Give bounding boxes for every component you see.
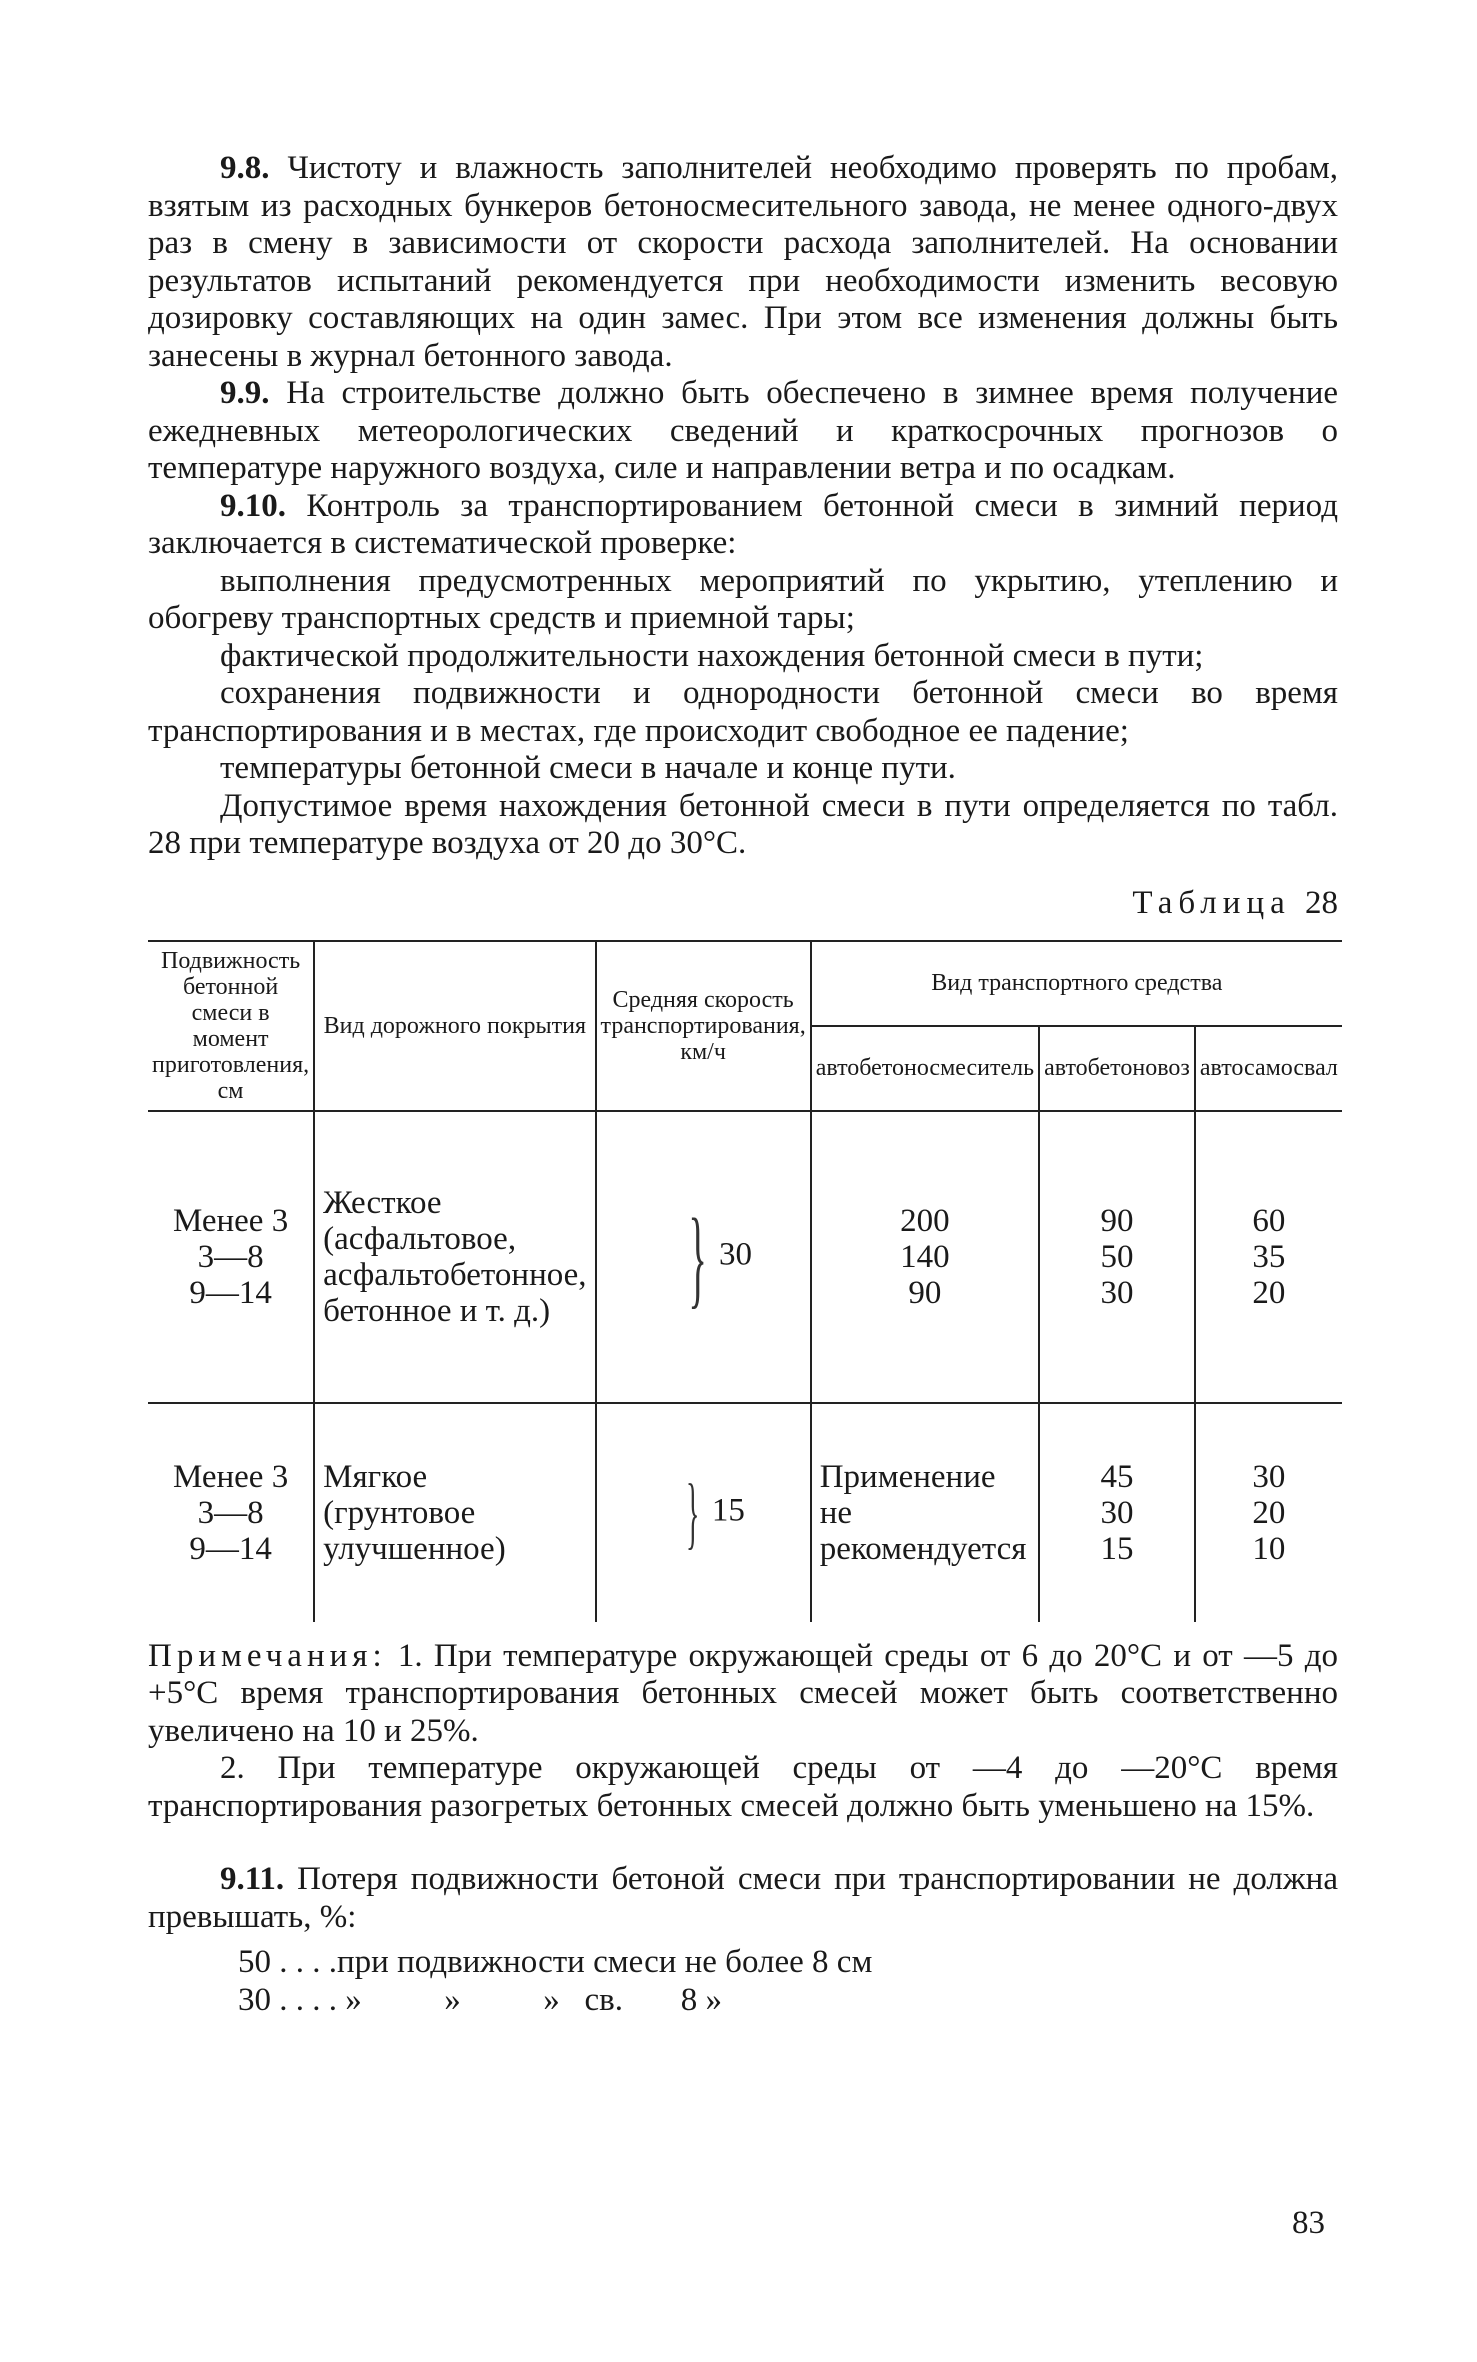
notes-label: Примечания: bbox=[148, 1637, 387, 1674]
truck-value: 50 bbox=[1100, 1238, 1134, 1275]
header-speed: Средняя скорость транспортирования, км/ч bbox=[596, 941, 811, 1111]
header-road: Вид дорожного покрытия bbox=[314, 941, 595, 1111]
dump-value: 35 bbox=[1252, 1238, 1286, 1275]
paragraph-text: Контроль за транспортированием бетонной смеси в зимний период заключается в систематической проверке: bbox=[148, 487, 1338, 561]
table-28 bbox=[148, 940, 1342, 1622]
truck-value: 30 bbox=[1100, 1274, 1134, 1311]
mixer-value: 200 bbox=[900, 1202, 950, 1239]
page-number: 83 bbox=[1292, 2205, 1325, 2241]
dump-value: 30 bbox=[1252, 1458, 1286, 1495]
paragraph-text: На строительстве должно быть обеспечено в зимнее время получение ежедневных метеорологических сведений и краткосрочных прогнозов о температуре наружного воздуха, силе и направлении ветра и по осадкам. bbox=[148, 375, 1338, 486]
header-dump: автосамосвал bbox=[1195, 1026, 1342, 1111]
truck-value: 90 bbox=[1100, 1202, 1134, 1239]
dump-value: 20 bbox=[1252, 1494, 1286, 1531]
table-title bbox=[148, 885, 1338, 922]
table-title-word: Таблица bbox=[1132, 884, 1291, 921]
note-1 bbox=[148, 1638, 1338, 1751]
section-number: 9.11. bbox=[220, 1861, 285, 1897]
header-truck: автобетоновоз bbox=[1039, 1026, 1195, 1111]
mobility-value: Менее 3 bbox=[172, 1458, 289, 1495]
cell-truck bbox=[1039, 1111, 1195, 1403]
dump-value: 10 bbox=[1252, 1530, 1286, 1567]
paragraph-9-9 bbox=[148, 375, 1338, 488]
loss-list bbox=[148, 1944, 1338, 2019]
table-row bbox=[148, 1111, 1342, 1403]
mixer-value: 140 bbox=[900, 1238, 950, 1275]
cell-mobility bbox=[148, 1403, 314, 1622]
cell-speed bbox=[596, 1111, 811, 1403]
speed-value: 30 bbox=[719, 1236, 753, 1273]
header-mobility: Подвижность бетонной смеси в момент приготовления, см bbox=[148, 941, 314, 1111]
cell-road: Жесткое (асфальтовое, асфальтобетонное, бетонное и т. д.) bbox=[314, 1111, 595, 1403]
dump-value: 20 bbox=[1252, 1274, 1286, 1311]
table-notes bbox=[148, 1638, 1338, 1826]
truck-value: 45 bbox=[1100, 1458, 1134, 1495]
cell-dump bbox=[1195, 1111, 1342, 1403]
truck-value: 30 bbox=[1100, 1494, 1134, 1531]
table-title-number: 28 bbox=[1305, 884, 1338, 921]
list-item: фактической продолжительности нахождения бетонной смеси в пути; bbox=[220, 637, 1204, 674]
paragraph-allowed-time: Допустимое время нахождения бетонной смеси в пути определяется по табл. 28 при температуре воздуха от 20 до 30°С. bbox=[148, 787, 1338, 861]
cell-mixer bbox=[811, 1111, 1039, 1403]
mobility-value: 9—14 bbox=[189, 1530, 272, 1567]
paragraph-9-8 bbox=[148, 150, 1338, 375]
cell-dump bbox=[1195, 1403, 1342, 1622]
paragraph-9-10 bbox=[148, 488, 1338, 563]
table-row bbox=[148, 1403, 1342, 1622]
page-body bbox=[148, 150, 1338, 2019]
cell-truck bbox=[1039, 1403, 1195, 1622]
mobility-value: 3—8 bbox=[197, 1238, 264, 1275]
dump-value: 60 bbox=[1252, 1202, 1286, 1239]
mixer-value: 90 bbox=[908, 1274, 942, 1311]
mobility-value: 9—14 bbox=[189, 1274, 272, 1311]
cell-mixer: Применение не рекомендуется bbox=[811, 1403, 1039, 1622]
cell-speed bbox=[596, 1403, 811, 1622]
list-item: сохранения подвижности и однородности бетонной смеси во время транспортирования и в местах, где происходит свободное ее падение; bbox=[148, 675, 1338, 749]
section-number: 9.10. bbox=[220, 487, 286, 524]
list-item: температуры бетонной смеси в начале и конце пути. bbox=[220, 750, 956, 786]
note-text: 1. При температуре окружающей среды от 6 до 20°С и от —5 до +5°С время транспортирования бетонных смесей может быть соответственно увеличено на 10 и 25%. bbox=[148, 1637, 1338, 1749]
list-item: 30 . . . . » » » св. 8 » bbox=[238, 1981, 722, 2018]
header-mixer: автобетоносмеситель bbox=[811, 1026, 1039, 1111]
paragraph-text: Потеря подвижности бетоной смеси при транспортировании не должна превышать, %: bbox=[148, 1861, 1338, 1935]
truck-value: 15 bbox=[1100, 1530, 1134, 1567]
list-item: выполнения предусмотренных мероприятий по укрытию, утеплению и обогреву транспортных средств и приемной тары; bbox=[148, 562, 1338, 636]
paragraph-9-11 bbox=[148, 1861, 1338, 1936]
mobility-value: 3—8 bbox=[197, 1494, 264, 1531]
note-2: 2. При температуре окружающей среды от —4 до —20°С время транспортирования разогретых бетонных смесей должно быть уменьшено на 15%. bbox=[148, 1750, 1338, 1824]
header-transport: Вид транспортного средства bbox=[931, 970, 1223, 996]
cell-mobility bbox=[148, 1111, 314, 1403]
speed-value: 15 bbox=[711, 1492, 745, 1529]
brace-icon: } bbox=[688, 1195, 708, 1318]
section-number: 9.9. bbox=[220, 375, 270, 411]
brace-icon: } bbox=[686, 1468, 700, 1557]
list-item: 50 . . . .при подвижности смеси не более 8 см bbox=[238, 1944, 873, 1980]
section-number: 9.8. bbox=[220, 150, 270, 186]
paragraph-text: Чистоту и влажность заполнителей необходимо проверять по пробам, взятым из расходных бункеров бетоносмесительного завода, не менее одного-двух раз в смену в зависимости от скорости расхода заполнителей. На основании результатов испытаний рекомендуется при необходимости изменить весовую дозировку составляющих на один замес. При этом все изменения должны быть занесены в журнал бетонного завода. bbox=[148, 150, 1338, 374]
cell-road: Мягкое (грунтовое улучшенное) bbox=[314, 1403, 595, 1622]
mobility-value: Менее 3 bbox=[172, 1202, 289, 1239]
